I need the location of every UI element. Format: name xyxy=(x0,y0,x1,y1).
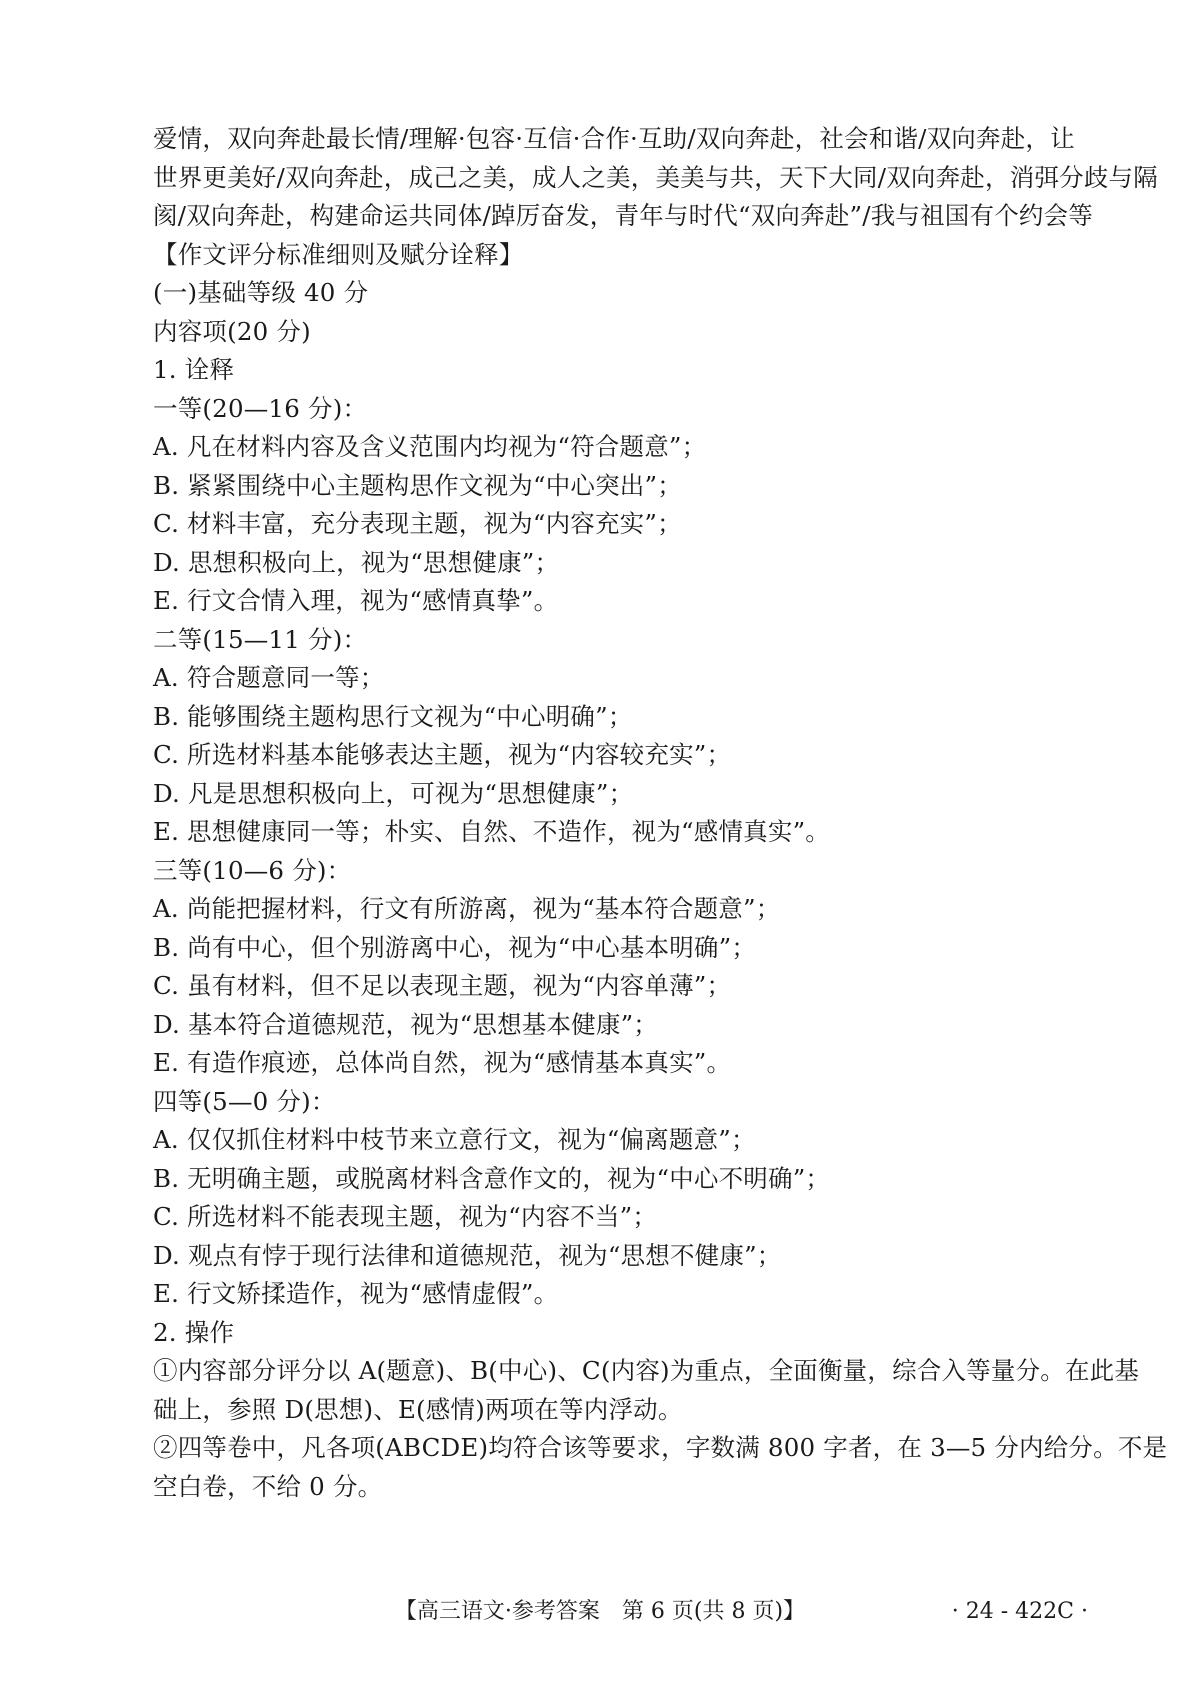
grade-2-item-e: E. 思想健康同一等；朴实、自然、不造作，视为“感情真实”。 xyxy=(153,817,831,846)
grade-2-title: 二等(15—11 分)： xyxy=(153,624,368,654)
grade-4-item-d: D. 观点有悖于现行法律和道德规范，视为“思想不健康”； xyxy=(153,1240,782,1270)
grade-1-item-c: C. 材料丰富，充分表现主题，视为“内容充实”； xyxy=(153,509,682,538)
grade-3-item-e: E. 有造作痕迹，总体尚自然，视为“感情基本真实”。 xyxy=(153,1048,732,1077)
page-footer xyxy=(0,1596,1200,1628)
operation-1-line-2: 础上，参照 D(思想)、E(感情)两项在等内浮动。 xyxy=(153,1394,683,1424)
grade-2-item-c: C. 所选材料基本能够表达主题，视为“内容较充实”； xyxy=(153,740,732,769)
grade-3-item-b: B. 尚有中心，但个别游离中心，视为“中心基本明确”； xyxy=(153,932,757,962)
grade-4-item-b: B. 无明确主题，或脱离材料含意作文的，视为“中心不明确”； xyxy=(153,1163,831,1193)
document-body xyxy=(153,120,1168,1506)
basic-level-heading: (一)基础等级 40 分 xyxy=(153,278,369,307)
intro-line-1: 爱情，双向奔赴最长情/理解·包容·互信·合作·互助/双向奔赴，社会和谐/双向奔赴，让 xyxy=(153,124,1075,153)
grade-4-item-e: E. 行文矫揉造作，视为“感情虚假”。 xyxy=(153,1279,559,1308)
operation-heading: 2. 操作 xyxy=(153,1317,235,1347)
grade-2-item-d: D. 凡是思想积极向上，可视为“思想健康”； xyxy=(153,778,634,808)
interpretation-heading: 1. 诠释 xyxy=(153,355,235,384)
grade-3-item-a: A. 尚能把握材料，行文有所游离，视为“基本符合题意”； xyxy=(153,894,781,923)
grade-3-item-d: D. 基本符合道德规范，视为“思想基本健康”； xyxy=(153,1009,658,1039)
footer-page-info: 【高三语文·参考答案 第 6 页(共 8 页)】 xyxy=(394,1599,806,1624)
intro-line-3: 阂/双向奔赴，构建命运共同体/踔厉奋发，青年与时代“双向奔赴”/我与祖国有个约会等 xyxy=(153,201,1094,230)
grade-4-item-a: A. 仅仅抓住材料中枝节来立意行文，视为“偏离题意”； xyxy=(153,1125,756,1154)
footer-doc-code: · 24 - 422C · xyxy=(951,1599,1088,1624)
grade-4-item-c: C. 所选材料不能表现主题，视为“内容不当”； xyxy=(153,1202,658,1231)
content-item-heading: 内容项(20 分) xyxy=(153,316,311,346)
grade-2-item-b: B. 能够围绕主题构思行文视为“中心明确”； xyxy=(153,701,633,731)
operation-1-line-1: ①内容部分评分以 A(题意)、B(中心)、C(内容)为重点，全面衡量，综合入等量分。在此基 xyxy=(153,1356,1140,1385)
intro-line-2: 世界更美好/双向奔赴，成己之美，成人之美，美美与共，天下大同/双向奔赴，消弭分歧与隔 xyxy=(153,162,1158,192)
grade-1-title: 一等(20—16 分)： xyxy=(153,393,368,423)
grade-1-item-e: E. 行文合情入理，视为“感情真挚”。 xyxy=(153,586,559,615)
grade-2-item-a: A. 符合题意同一等； xyxy=(153,663,385,692)
grade-4-title: 四等(5—0 分)： xyxy=(153,1086,336,1116)
operation-2-line-1: ②四等卷中，凡各项(ABCDE)均符合该等要求，字数满 800 字者，在 3—5 分内给分。不是 xyxy=(153,1433,1168,1462)
grade-3-item-c: C. 虽有材料，但不足以表现主题，视为“内容单薄”； xyxy=(153,971,732,1000)
operation-2-line-2: 空白卷，不给 0 分。 xyxy=(153,1471,383,1501)
grade-1-item-d: D. 思想积极向上，视为“思想健康”； xyxy=(153,547,560,577)
grade-1-item-a: A. 凡在材料内容及含义范围内均视为“符合题意”； xyxy=(153,432,707,461)
section-title: 【作文评分标准细则及赋分诠释】 xyxy=(153,239,524,269)
grade-1-item-b: B. 紧紧围绕中心主题构思作文视为“中心突出”； xyxy=(153,470,682,500)
grade-3-title: 三等(10—6 分)： xyxy=(153,855,352,885)
